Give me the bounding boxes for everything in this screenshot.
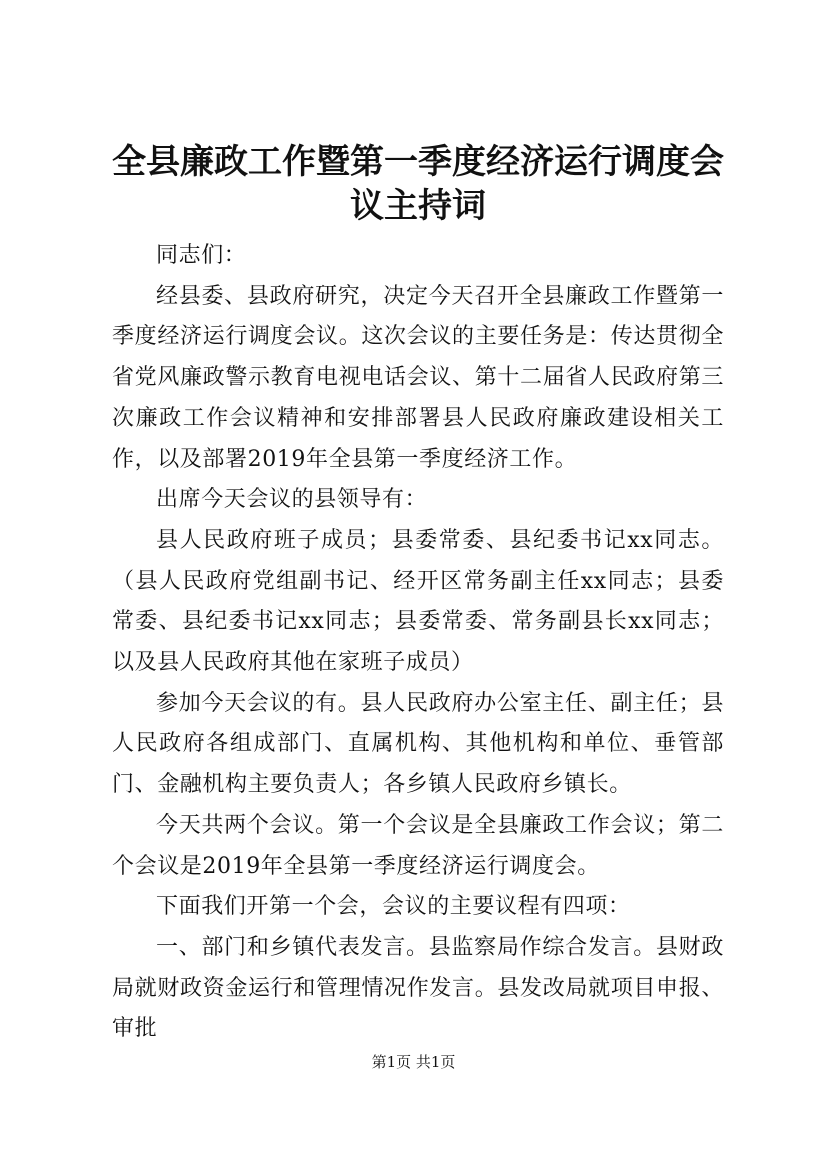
paragraph-agenda-item-one: 一、部门和乡镇代表发言。县监察局作综合发言。县财政局就财政资金运行和管理情况作发言。县发改局就项目申报、审批: [112, 934, 724, 1042]
paragraph-participants: 参加今天会议的有。县人民政府办公室主任、副主任；县人民政府各组成部门、直属机构、其他机构和单位、垂管部门、金融机构主要负责人；各乡镇人民政府乡镇长。: [112, 690, 724, 798]
paragraph-meeting-purpose: 经县委、县政府研究，决定今天召开全县廉政工作暨第一季度经济运行调度会议。这次会议的主要任务是：传达贯彻全省党风廉政警示教育电视电话会议、第十二届省人民政府第三次廉政工作会议精神和安排部署县人民政府廉政建设相关工作，以及部署2019年全县第一季度经济工作。: [112, 283, 724, 472]
paragraph-attending-leaders-intro: 出席今天会议的县领导有：: [156, 487, 428, 513]
paragraph-two-meetings: 今天共两个会议。第一个会议是全县廉政工作会议；第二个会议是2019年全县第一季度经济运行调度会。: [112, 812, 724, 879]
document-body: [112, 236, 724, 1050]
document-title: 全县廉政工作暨第一季度经济运行调度会议主持词: [112, 142, 724, 226]
document-page: [112, 140, 724, 1050]
page-footer: 第1页 共1页: [371, 1053, 456, 1071]
paragraph-agenda-intro: 下面我们开第一个会，会议的主要议程有四项：: [156, 894, 631, 920]
paragraph-attending-leaders-list: 县人民政府班子成员；县委常委、县纪委书记xx同志。（县人民政府党组副书记、经开区常务副主任xx同志；县委常委、县纪委书记xx同志；县委常委、常务副县长xx同志；以及县人民政府其他在家班子成员）: [112, 527, 724, 676]
paragraph-salutation: 同志们：: [156, 243, 247, 268]
